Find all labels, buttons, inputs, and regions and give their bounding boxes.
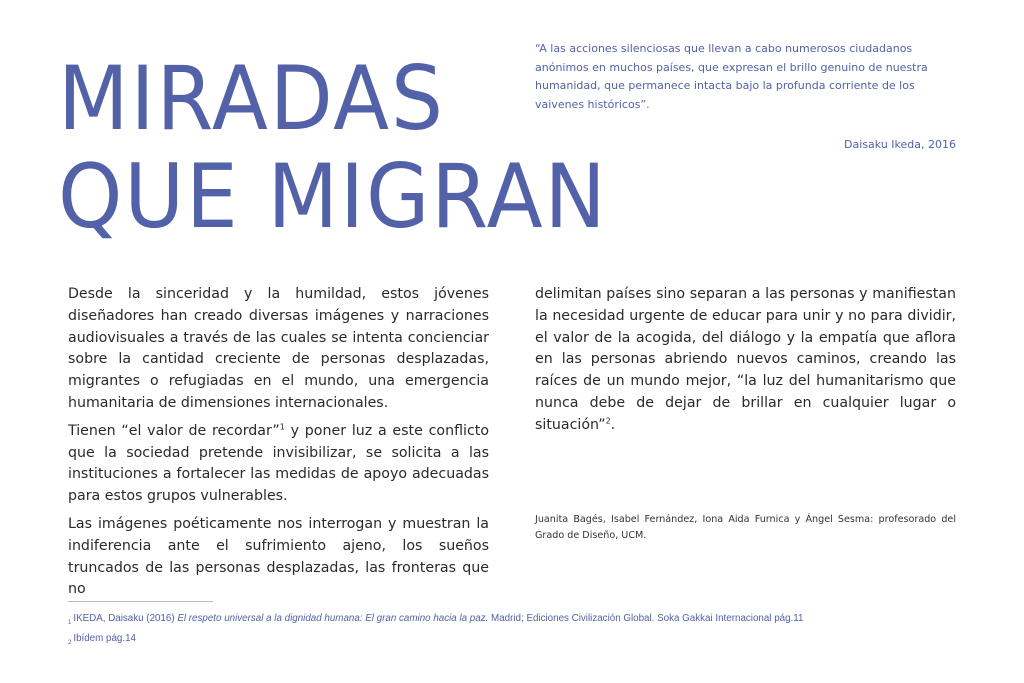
body-paragraph — [68, 421, 489, 508]
body-paragraph — [535, 284, 956, 437]
body-column-right — [535, 284, 956, 443]
footnote-number: 2 — [68, 639, 72, 646]
paragraph-text: . — [610, 416, 616, 433]
body-paragraph: Las imágenes poéticamente nos interrogan y muestran la indiferencia ante el sufrimiento ajeno, los sueños truncados de las personas desplazadas, las fronteras que no — [68, 515, 489, 598]
epigraph-author: Daisaku Ikeda, 2016 — [844, 138, 956, 151]
footnote-ref-1[interactable]: 1 — [279, 422, 285, 432]
footnote-book-title: El respeto universal a la dignidad humana: El gran camino hacia la paz. — [177, 613, 489, 624]
title-line-2: QUE MIGRAN — [58, 145, 608, 248]
authors-credit: Juanita Bagés, Isabel Fernández, Iona Aida Furnica y Ángel Sesma: profesorado del Grado de Diseño, UCM. — [535, 514, 956, 541]
paragraph-text: delimitan países sino separan a las personas y manifiestan la necesidad urgente de educar para unir y no para dividir, el valor de la acogida, del diálogo y la empatía que aflora en las personas abriendo nuevos caminos, creando las raíces de un mundo mejor, “la luz del humanitarismo que nunca debe de dejar de brillar en cualquier lugar o situación” — [535, 286, 956, 433]
footnote-text: Ibídem pág.14 — [73, 633, 136, 644]
body-column-left — [68, 284, 489, 607]
footnote-2 — [68, 633, 136, 646]
footnote-number: 1 — [68, 619, 72, 626]
footnote-divider — [68, 601, 213, 602]
footnote-1 — [68, 613, 803, 626]
paragraph-text: Tienen “el valor de recordar” — [68, 422, 280, 439]
footnote-ref-2[interactable]: 2 — [605, 416, 611, 426]
page-title — [58, 47, 608, 248]
title-line-1: MIRADAS — [58, 47, 445, 150]
footnote-text: Madrid; Ediciones Civilización Global. Soka Gakkai Internacional pág.11 — [488, 613, 804, 624]
epigraph-quote: “A las acciones silenciosas que llevan a cabo numerosos ciudadanos anónimos en muchos países, que expresan el brillo genuino de nuestra humanidad, que permanece intacta bajo la profunda corriente de los vaivenes históricos”. — [535, 42, 928, 111]
footnote-text: IKEDA, Daisaku (2016) — [73, 613, 178, 624]
paragraph-text: y poner luz a este conflicto que la sociedad pretende invisibilizar, se solicita a las instituciones a fortalecer las medidas de apoyo adecuadas para estos grupos vulnerables. — [68, 422, 489, 505]
body-paragraph: Desde la sinceridad y la humildad, estos jóvenes diseñadores han creado diversas imágenes y narraciones audiovisuales a través de las cuales se intenta concienciar sobre la cantidad creciente de personas desplazadas, migrantes o refugiadas en el mundo, una emergencia humanitaria de dimensiones internacionales. — [68, 286, 489, 411]
